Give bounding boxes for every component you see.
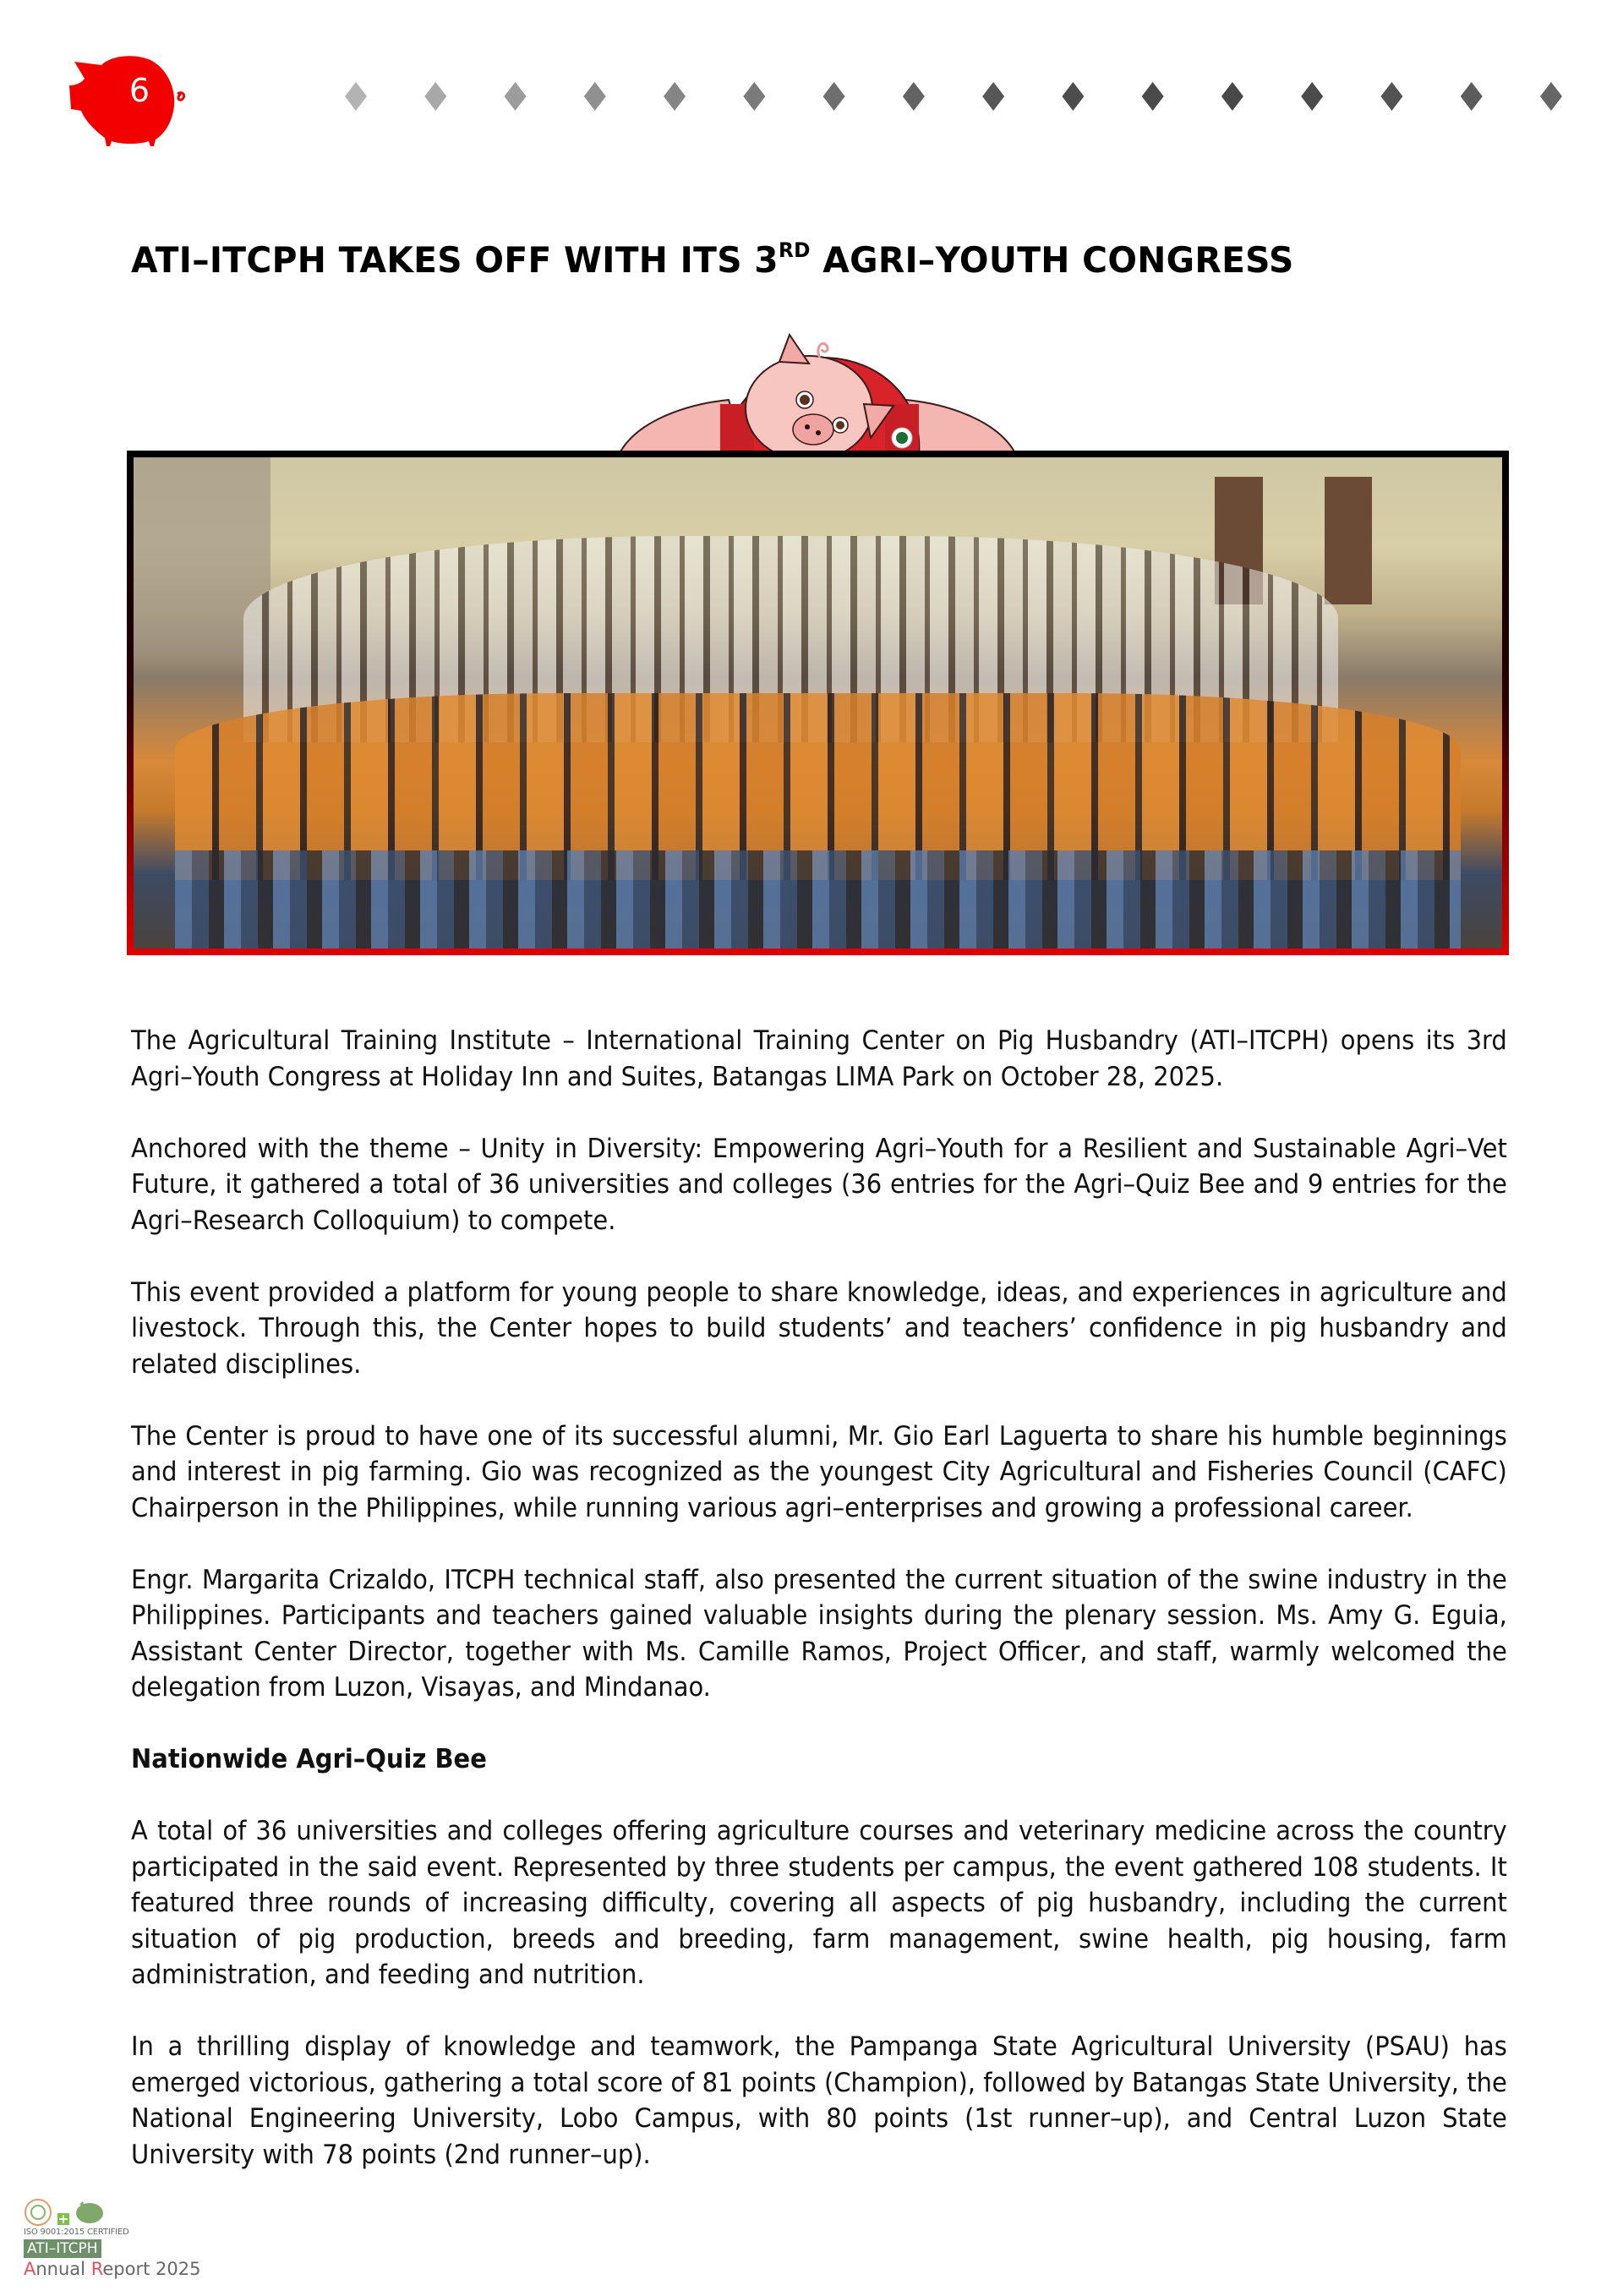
photo-crowd-legs [175, 850, 1462, 948]
decorative-diamond-row [345, 82, 1562, 116]
report-initial-a: A [24, 2259, 36, 2279]
paragraph-quiz-bee: A total of 36 universities and colleges offering agriculture courses and veterinary medicine across the country participated in the said event. Represented by three students per campus, the event gathered 108 students. It featured three rounds of increasing difficulty, covering all aspects of pig husbandry, including the current situation of pig production, breeds and breeding, farm management, swine health, pig housing, farm administration, and feeding and nutrition. [131, 1816, 1507, 1990]
title-superscript: RD [778, 238, 811, 262]
pig-mascot-icon [602, 320, 1033, 459]
article-body [131, 1023, 1507, 2209]
paragraph-intro: The Agricultural Training Institute – International Training Center on Pig Husbandry (ATI–ITCPH) opens its 3rd Agri–Youth Congress at Holiday Inn and Suites, Batangas LIMA Park on October 28, 2025. [131, 1025, 1507, 1092]
diamond-icon [823, 82, 845, 111]
itcph-lipa-pig-logo-icon [74, 2200, 105, 2225]
diamond-icon [664, 82, 686, 111]
diamond-icon [505, 82, 527, 111]
diamond-icon [1142, 82, 1164, 111]
report-word-annual: nnual [36, 2259, 91, 2279]
diamond-icon [903, 82, 925, 111]
ati-seal-icon [24, 2198, 52, 2227]
diamond-icon [1221, 82, 1243, 111]
diamond-icon [1461, 82, 1483, 111]
annual-report-label [24, 2259, 210, 2279]
green-cross-icon [57, 2213, 69, 2225]
report-initial-r: R [90, 2259, 103, 2279]
paragraph-theme: Anchored with the theme – Unity in Diversity: Empowering Agri–Youth for a Resilient and Sustainable Agri–Vet Future, it gathered a total of 36 universities and colleges (36 entries for the Agri–Quiz Bee and 9 entries for the Agri–Research Colloquium) to compete. [131, 1133, 1507, 1236]
pig-mascot-illustration [602, 320, 1033, 459]
photo-frame [127, 451, 1509, 955]
group-photo [134, 457, 1502, 948]
diamond-icon [982, 82, 1004, 111]
title-end: AGRI–YOUTH CONGRESS [810, 239, 1294, 281]
diamond-icon [743, 82, 765, 111]
article-title [131, 238, 1294, 281]
footer-logos [24, 2198, 210, 2227]
diamond-icon [1062, 82, 1084, 111]
report-word-report-year: eport 2025 [102, 2259, 201, 2279]
footer-branding [24, 2198, 210, 2279]
org-name-badge: ATI–ITCPH [24, 2239, 101, 2258]
page-number-badge [68, 46, 194, 148]
section-subheading: Nationwide Agri–Quiz Bee [131, 1744, 487, 1774]
iso-certification-text: ISO 9001:2015 CERTIFIED [24, 2228, 129, 2237]
photo-door [1325, 477, 1373, 604]
diamond-icon [345, 82, 367, 111]
diamond-icon [1301, 82, 1323, 111]
paragraph-alumni: The Center is proud to have one of its successful alumni, Mr. Gio Earl Laguerta to share his humble beginnings and interest in pig farming. Gio was recognized as the youngest City Agricultural and Fisheries Council (CAFC) Chairperson in the Philippines, while running various agri–enterprises and growing a professional career. [131, 1420, 1507, 1523]
diamond-icon [424, 82, 446, 111]
title-main: ATI–ITCPH TAKES OFF WITH ITS 3 [131, 239, 779, 281]
paragraph-winners: In a thrilling display of knowledge and teamwork, the Pampanga State Agricultural University (PSAU) has emerged victorious, gathering a total score of 81 points (Champion), followed by Batangas State University, the National Engineering University, Lobo Campus, with 80 points (1st runner–up), and Central Luzon State University with 78 points (2nd runner–up). [131, 2031, 1507, 2170]
diamond-icon [584, 82, 606, 111]
diamond-icon [1540, 82, 1562, 111]
page-number: 6 [128, 72, 150, 109]
paragraph-plenary: Engr. Margarita Crizaldo, ITCPH technical staff, also presented the current situation of the swine industry in the Philippines. Participants and teachers gained valuable insights during the plenary session. Ms. Amy G. Eguia, Assistant Center Director, together with Ms. Camille Ramos, Project Officer, and staff, warmly welcomed the delegation from Luzon, Visayas, and Mindanao. [131, 1564, 1507, 1703]
paragraph-platform: This event provided a platform for young people to share knowledge, ideas, and experiences in agriculture and livestock. Through this, the Center hopes to build students’ and teachers’ confidence in pig husbandry and related disciplines. [131, 1276, 1507, 1380]
diamond-icon [1380, 82, 1402, 111]
